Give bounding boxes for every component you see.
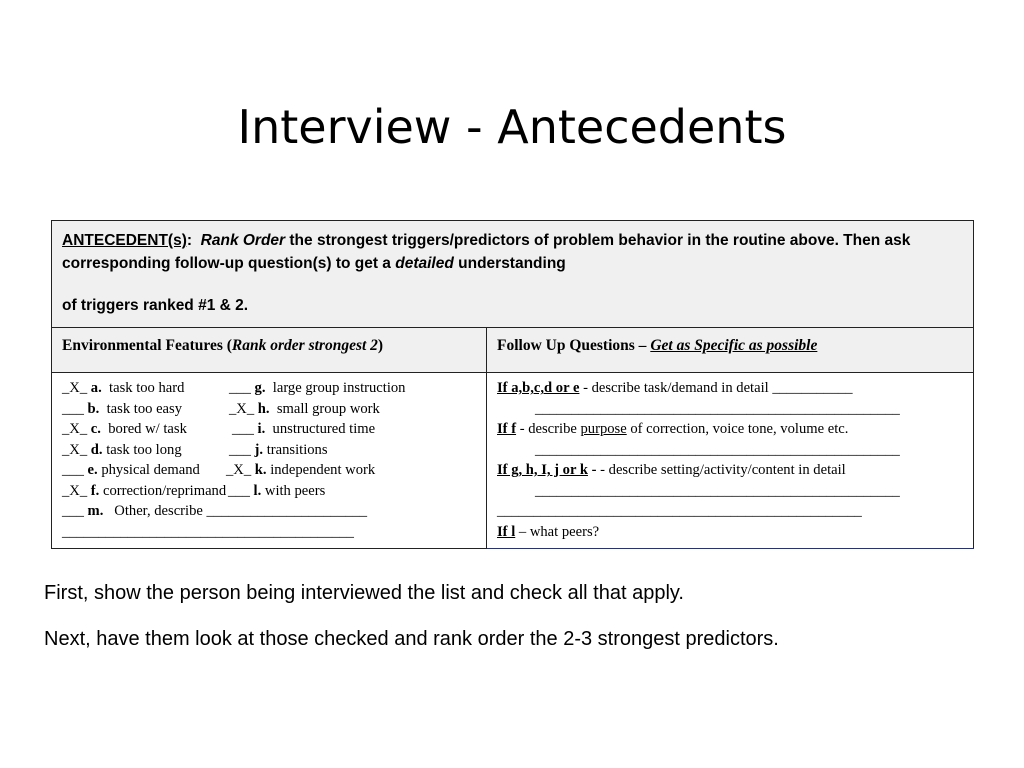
feature-text: task too easy <box>99 400 182 417</box>
feature-row <box>62 460 482 481</box>
feature-row <box>62 440 482 461</box>
slide-title: Interview - Antecedents <box>237 100 787 154</box>
right-header-link: Get as Specific as possible <box>650 337 818 354</box>
feature-key: c. <box>90 421 101 437</box>
environmental-features-list <box>52 373 487 549</box>
right-header-prefix: Follow Up Questions – <box>497 337 651 354</box>
feature-key: l. <box>253 482 262 499</box>
instruction-next: Next, have them look at those checked and rank order the 2-3 strongest predictors. <box>44 628 779 650</box>
q3-blank: __________________________________________________ <box>535 482 900 499</box>
feature-text: bored w/ task <box>100 421 187 437</box>
q1-text: - describe task/demand in detail ___________ <box>579 380 853 396</box>
antecedent-form <box>51 220 974 549</box>
feature-mark[interactable]: _X_ <box>62 380 88 396</box>
feature-mark[interactable]: ___ <box>232 421 254 437</box>
q3-blank-2: __________________________________________________ <box>497 503 862 519</box>
feature-text: large group instruction <box>265 380 406 396</box>
feature-row <box>62 399 482 420</box>
header-text-3: of triggers ranked #1 & 2. <box>62 297 249 314</box>
feature-mark[interactable]: _X_ <box>62 482 88 499</box>
q2-text-b: of correction, voice tone, volume etc. <box>626 421 849 437</box>
feature-text: small group work <box>269 400 380 417</box>
feature-mark[interactable]: _X_ <box>62 441 88 458</box>
feature-mark[interactable]: ___ <box>62 462 84 478</box>
feature-key: b. <box>87 400 100 417</box>
other-key: m. <box>87 503 104 519</box>
q3-dash: - <box>587 462 597 478</box>
feature-text: independent work <box>266 462 376 478</box>
feature-key: a. <box>90 380 102 396</box>
follow-up-questions-header <box>487 328 974 373</box>
other-mark[interactable]: ___ <box>62 503 84 519</box>
feature-mark[interactable]: ___ <box>62 400 84 417</box>
feature-mark[interactable]: ___ <box>228 482 250 499</box>
question-abcde <box>497 378 969 399</box>
feature-mark[interactable]: ___ <box>229 380 251 396</box>
question-ghijk <box>497 460 969 481</box>
q3-text: - describe setting/activity/content in detail <box>596 462 846 478</box>
q3-key: If g, h, I, j or k <box>497 462 588 478</box>
environmental-features-header <box>52 328 487 373</box>
q2-text-a: - describe <box>516 421 581 437</box>
q1-blank: __________________________________________________ <box>535 400 900 417</box>
feature-text: correction/reprimand <box>99 482 227 499</box>
q2-purpose: purpose <box>580 421 627 437</box>
feature-mark[interactable]: _X_ <box>62 421 88 437</box>
left-header-suffix: ) <box>377 337 384 354</box>
feature-key: k. <box>254 462 267 478</box>
feature-key: e. <box>87 462 98 478</box>
feature-row <box>62 481 482 502</box>
q1-key: If a,b,c,d or e <box>497 380 580 396</box>
feature-text: transitions <box>263 441 328 458</box>
left-header-prefix: Environmental Features ( <box>62 337 232 354</box>
feature-text: physical demand <box>97 462 200 478</box>
feature-text: with peers <box>261 482 326 499</box>
feature-text: unstructured time <box>265 421 376 437</box>
feature-key: h. <box>257 400 270 417</box>
header-text-2: understanding <box>453 255 566 272</box>
feature-key: g. <box>254 380 266 396</box>
form-header <box>52 221 974 328</box>
feature-key: j. <box>254 441 264 458</box>
other-item <box>62 501 482 522</box>
other-text: Other, describe ______________________ <box>103 503 368 519</box>
feature-text: task too hard <box>101 380 185 396</box>
feature-key: d. <box>90 441 103 458</box>
feature-mark[interactable]: _X_ <box>229 400 255 417</box>
antecedent-label: ANTECEDENT(s) <box>62 232 187 249</box>
instruction-first: First, show the person being interviewed the list and check all that apply. <box>44 582 684 604</box>
q2-key: If f <box>497 421 517 437</box>
follow-up-questions-list <box>487 373 974 549</box>
q4-key: If l <box>497 523 516 540</box>
feature-mark[interactable]: ___ <box>229 441 251 458</box>
feature-key: i. <box>257 421 266 437</box>
question-f <box>497 419 969 440</box>
feature-row <box>62 378 482 399</box>
blank-line: ________________________________________ <box>62 523 354 540</box>
feature-row <box>62 419 482 440</box>
feature-mark[interactable]: _X_ <box>226 462 252 478</box>
header-colon: : <box>186 232 193 249</box>
header-text-1: the strongest triggers/predictors of problem behavior in the routine above. Then ask corresponding follow-up question(s) to get a <box>62 232 911 272</box>
q4-text: – what peers? <box>515 523 600 540</box>
detailed-text: detailed <box>395 255 454 272</box>
question-l <box>497 522 969 543</box>
rank-order-text: Rank Order <box>200 232 286 249</box>
feature-text: task too long <box>102 441 182 458</box>
q2-blank: __________________________________________________ <box>535 441 900 458</box>
left-header-italic: Rank order strongest 2 <box>231 337 378 354</box>
feature-key: f. <box>90 482 100 499</box>
